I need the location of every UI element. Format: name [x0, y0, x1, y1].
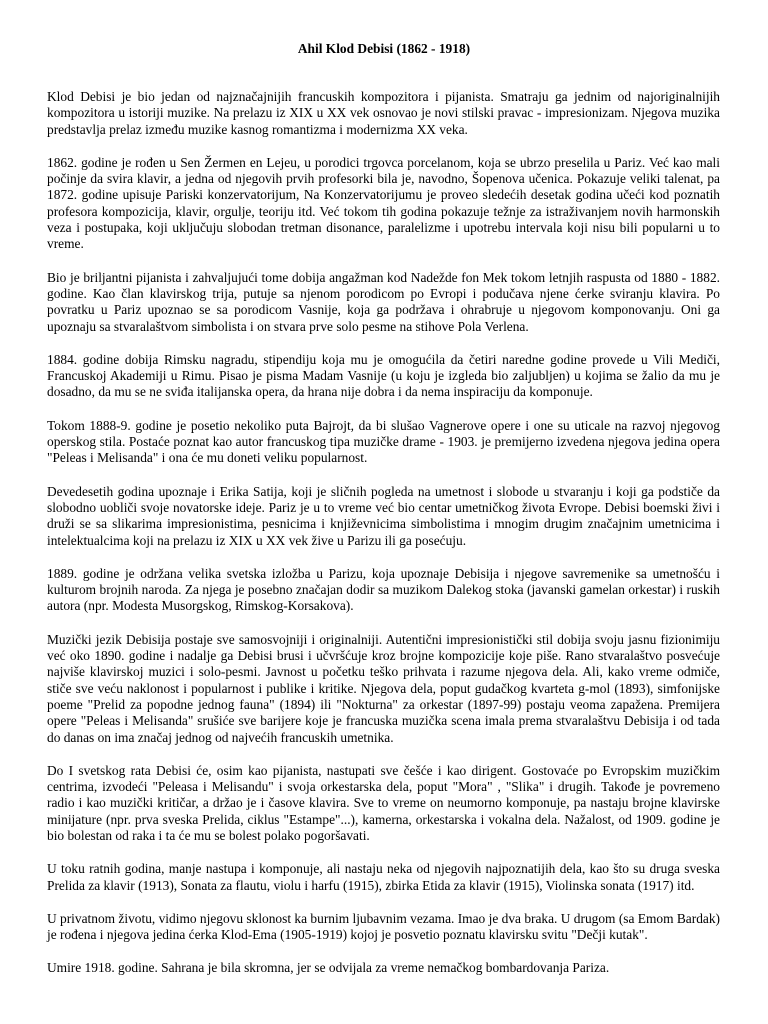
- paragraph-1: Klod Debisi je bio jedan od najznačajnijih francuskih kompozitora i pijanista. Smatraju ga jednim od najoriginalnijih kompozitora u istoriji muzike. Na prelazu iz XIX u XX vek osnovao je novi stilski pravac - impresionizam. Njegova muzika predstavlja prelaz između muzike kasnog romantizma i modernizma XX veka.: [47, 89, 720, 137]
- paragraph-12: Umire 1918. godine. Sahrana je bila skromna, jer se odvijala za vreme nemačkog bombardovanja Pariza.: [47, 960, 610, 976]
- paragraph-8: Muzički jezik Debisija postaje sve samosvojniji i originalniji. Autentični impresionistički stil dobija svoju jasnu fizionimiju već oko 1890. godine i nadalje ga Debisi brusi i učvršćuje kroz brojne kompozicije koje piše. Rano stvaralaštvo posvećuje najviše klavirskoj muzici i solo-pesmi. Javnost u početku teško prihvata i razume njegova dela. Ali, kako vreme odmiče, stiče sve veću naklonost i popularnost i publike i kritike. Njegova dela, poput gudačkog kvarteta g-mol (1893), simfonijske poeme "Prelid za popodne jednog fauna" (1894) ili "Nokturna" za orkestar (1897-99) postaju veoma zapažena. Premijera opere "Peleas i Melisanda" srušiće sve barijere koje je francuska muzička scena imala prema stvaralaštvu Debisija i od tada do danas on ima značaj jednog od najvećih francuskih umetnika.: [47, 631, 720, 745]
- paragraph-6: Devedesetih godina upoznaje i Erika Satija, koji je sličnih pogleda na umetnost i slobode u stvaranju i koji ga podstiče da slobodno uobliči svoje novatorske ideje. Pariz je u to vreme već bio centar umetničkog života Evrope. Debisi boemski živi i druži se sa slikarima impresionistima, pesnicima i književnicima simbolistima i mnogim drugim značajnim umetnicima i intelektualcima koji na prelazu iz XIX u XX vek žive u Parizu ili ga posećuju.: [47, 483, 720, 548]
- paragraph-2: 1862. godine je rođen u Sen Žermen en Lejeu, u porodici trgovca porcelanom, koja se ubrzo preselila u Pariz. Već kao mali počinje da svira klavir, a jedna od njegovih prvih profesorki bila je, navodno, Šopenova učenica. Pokazuje veliki talenat, pa 1872. godine upisuje Pariski konzervatorijum, Na Konzervatorijumu je proveo sledećih desetak godina učeći kod poznatih profesora kompozicija, klavir, orgulje, teoriju itd. Već tokom tih godina pokazuje težnje za istraživanjem novih harmonskih veza i postupaka, koji uključuju slobodan tretman disonance, paralelizme i upotrebu intervala koji nisu bili popularni u to vreme.: [47, 154, 720, 252]
- paragraph-5: Tokom 1888-9. godine je posetio nekoliko puta Bajrojt, da bi slušao Vagnerove opere i one su uticale na razvoj njegovog operskog stila. Postaće poznat kao autor francuskog tipa muzičke drame - 1903. je premijerno izvedena njegova jedina opera "Peleas i Melisanda" i ona će mu doneti veliku popularnost.: [47, 417, 720, 466]
- paragraph-10: U toku ratnih godina, manje nastupa i komponuje, ali nastaju neka od njegovih najpoznatijih dela, kao što su druga sveska Prelida za klavir (1913), Sonata za flautu, violu i harfu (1915), zbirka Etida za klavir (1915), Violinska sonata (1917) itd.: [47, 861, 720, 893]
- document-title: Ahil Klod Debisi (1862 - 1918): [297, 41, 471, 56]
- paragraph-7: 1889. godine je održana velika svetska izložba u Parizu, koja upoznaje Debisija i njegove savremenike sa umetnošću i kulturom brojnih naroda. Za njega je posebno značajan dodir sa muzikom Dalekog stoka (javanski gamelan orkestar) i ruskih autora (npr. Modesta Musorgskog, Rimskog-Korsakova).: [47, 565, 720, 614]
- paragraph-9: Do I svetskog rata Debisi će, osim kao pijanista, nastupati sve češće i kao dirigent. Gostovaće po Evropskim muzičkim centrima, izvodeći "Peleasa i Melisandu" i svoja orkestarska dela, poput "Mora" , "Slika" i drugih. Takođe je povremeno radio i kao muzički kritičar, a držao je i časove klavira. Sve to vreme on neumorno komponuje, pa nastaju brojne klavirske minijature (npr. prva sveska Prelida, ciklus "Estampe"...), kamerna, orkestarska i vokalna dela. Nažalost, od 1909. godine je bio bolestan od raka i ta će mu se bolest polako pogoršavati.: [47, 762, 720, 843]
- paragraph-3: Bio je briljantni pijanista i zahvaljujući tome dobija angažman kod Nadežde fon Mek tokom letnjih raspusta od 1880 - 1882. godine. Kao član klavirskog trija, putuje sa njenom porodicom po Evropi i podučava njene ćerke sviranju klavira. Po povratku u Pariz upoznao se sa porodicom Vasnije, koja ga podržava i ohrabruje u njegovom komponovanju. Oni ga upoznaju sa stvaralaštvom simbolista i on stvara prve solo pesme na stihove Pola Verlena.: [47, 269, 720, 334]
- paragraph-11: U privatnom životu, vidimo njegovu sklonost ka burnim ljubavnim vezama. Imao je dva braka. U drugom (sa Emom Bardak) je rođena i njegova jedina ćerka Klod-Ema (1905-1919) kojoj je posvetio poznatu klavirsku svitu "Dečji kutak".: [47, 910, 720, 943]
- paragraph-4: 1884. godine dobija Rimsku nagradu, stipendiju koja mu je omogućila da četiri naredne godine provede u Vili Mediči, Francuskoj Akademiji u Rimu. Pisao je pisma Madam Vasnije (u koju je izgleda bio zaljubljen) u kojima se žalio da mu je dosadno, da mu se ne sviđa italijanska opera, da hrana nije dobra i da nema inspiraciju da komponuje.: [47, 351, 720, 400]
- document-body: [47, 89, 720, 994]
